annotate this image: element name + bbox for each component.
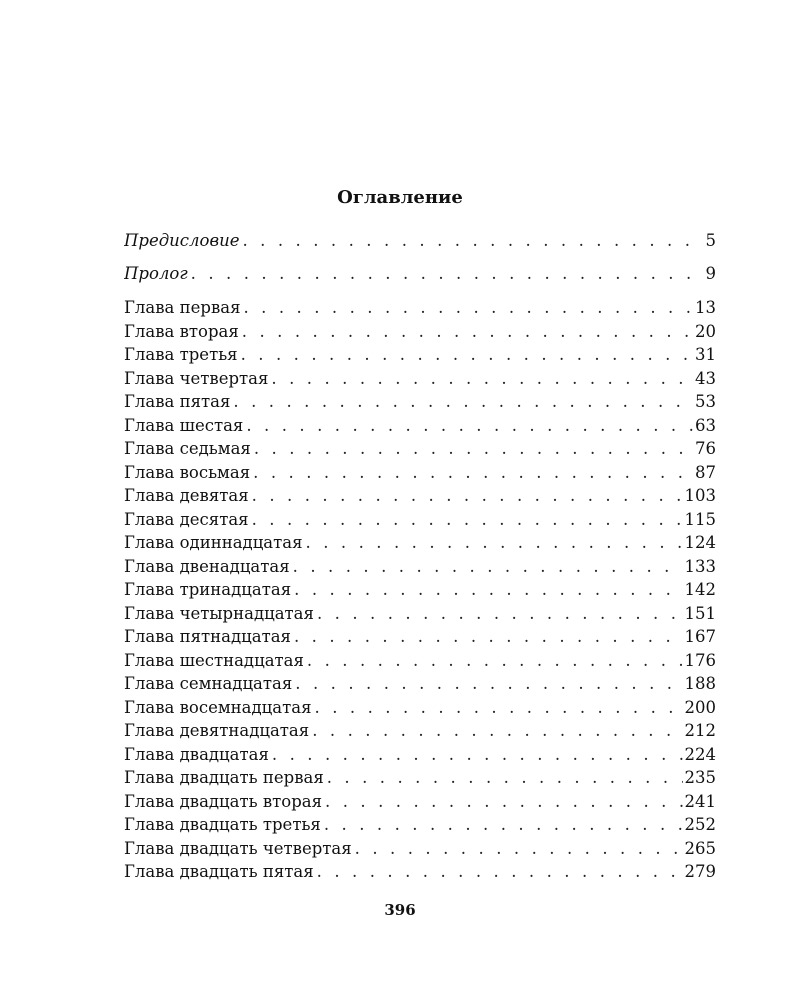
toc-entry-chapter[interactable] xyxy=(124,602,716,626)
dot-leader xyxy=(355,837,683,861)
toc-entry-page: 235 xyxy=(684,768,716,787)
dot-leader xyxy=(293,555,683,579)
toc-entry-title: Глава третья xyxy=(124,345,238,364)
toc-entry-page: 265 xyxy=(684,838,716,858)
toc-entry-title: Глава шестнадцатая xyxy=(124,650,304,670)
toc-entry-chapter[interactable] xyxy=(124,508,716,532)
page-title: Оглавление xyxy=(337,187,463,208)
dot-leader xyxy=(233,390,693,414)
dot-leader xyxy=(317,602,683,626)
toc-entry-page: 151 xyxy=(684,603,716,623)
dot-leader xyxy=(254,437,693,461)
toc-entry-page: 124 xyxy=(684,533,716,552)
toc-entry-title: Глава двадцать четвертая xyxy=(124,838,352,858)
toc-entry-page: 212 xyxy=(684,721,716,740)
toc-entry-page: 142 xyxy=(684,580,716,599)
toc-entry-chapter[interactable] xyxy=(124,296,716,320)
toc-entry-title: Глава первая xyxy=(124,298,241,317)
toc-entry-page: 76 xyxy=(695,439,716,458)
toc-entry-chapter[interactable] xyxy=(124,555,716,579)
toc-entry-chapter[interactable] xyxy=(124,578,716,602)
toc-entry-title: Глава восьмая xyxy=(124,462,251,482)
toc-entry-page: 43 xyxy=(695,368,716,388)
toc-entry-page: 133 xyxy=(684,556,716,576)
toc-entry-title: Пролог xyxy=(124,264,188,283)
toc-entry-chapter[interactable] xyxy=(124,837,716,861)
dot-leader xyxy=(252,508,683,532)
dot-leader xyxy=(271,367,693,391)
toc-entry-title: Глава десятая xyxy=(124,509,249,529)
dot-leader xyxy=(252,484,683,508)
toc-entry-chapter[interactable] xyxy=(124,860,716,884)
toc-entry-page: 176 xyxy=(684,650,716,670)
toc-entry-chapter[interactable] xyxy=(124,813,716,837)
toc-entry-chapter[interactable] xyxy=(124,696,716,720)
toc-entry-chapter[interactable] xyxy=(124,437,716,461)
dot-leader xyxy=(315,696,683,720)
dot-leader xyxy=(294,625,683,649)
toc-entry-title: Глава шестая xyxy=(124,415,244,435)
toc-entry-page: 9 xyxy=(705,264,716,283)
toc-entry-page: 167 xyxy=(684,627,716,646)
toc-entry-page: 200 xyxy=(684,697,716,717)
toc-entry-title: Глава четырнадцатая xyxy=(124,603,314,623)
dot-leader xyxy=(295,672,682,696)
toc-entry-page: 13 xyxy=(695,298,716,317)
toc-entry-prologue[interactable] xyxy=(124,262,716,295)
toc-entry-title: Глава вторая xyxy=(124,321,239,341)
toc-entry-title: Глава четвертая xyxy=(124,368,269,388)
toc-entry-page: 279 xyxy=(684,862,716,881)
toc-entry-chapter[interactable] xyxy=(124,343,716,367)
toc-entry-page: 31 xyxy=(695,345,716,364)
toc-entry-chapter[interactable] xyxy=(124,743,716,767)
toc-entry-title: Предисловие xyxy=(124,231,240,250)
toc-entry-chapter[interactable] xyxy=(124,719,716,743)
dot-leader xyxy=(327,766,683,790)
toc-entry-page: 252 xyxy=(684,815,716,834)
page-number: 396 xyxy=(384,901,416,919)
dot-leader xyxy=(324,813,683,837)
dot-leader xyxy=(241,343,693,367)
dot-leader xyxy=(294,578,682,602)
toc-entry-title: Глава девятнадцатая xyxy=(124,721,310,740)
dot-leader xyxy=(242,320,693,344)
dot-leader xyxy=(307,649,683,673)
toc-entry-page: 87 xyxy=(695,462,716,482)
toc-chapter-list xyxy=(124,296,716,884)
toc-entry-title: Глава двенадцатая xyxy=(124,556,290,576)
toc-entry-title: Глава двадцать третья xyxy=(124,815,321,834)
toc-entry-chapter[interactable] xyxy=(124,766,716,790)
toc-entry-page: 5 xyxy=(705,231,716,250)
toc-entry-title: Глава девятая xyxy=(124,486,249,505)
dot-leader xyxy=(325,790,682,814)
toc-entry-chapter[interactable] xyxy=(124,790,716,814)
dot-leader xyxy=(191,262,704,286)
dot-leader xyxy=(243,296,693,320)
toc-entry-title: Глава двадцать первая xyxy=(124,768,324,787)
toc-entry-page: 103 xyxy=(684,486,716,505)
toc-entry-chapter[interactable] xyxy=(124,672,716,696)
toc-entry-chapter[interactable] xyxy=(124,484,716,508)
toc-entry-page: 241 xyxy=(684,791,716,811)
toc-entry-title: Глава восемнадцатая xyxy=(124,697,312,717)
toc-entry-chapter[interactable] xyxy=(124,320,716,344)
toc-entry-title: Глава пятнадцатая xyxy=(124,627,291,646)
toc-entry-chapter[interactable] xyxy=(124,414,716,438)
toc-entry-title: Глава одиннадцатая xyxy=(124,533,303,552)
dot-leader xyxy=(242,229,703,253)
toc-entry-title: Глава пятая xyxy=(124,392,231,411)
dot-leader xyxy=(246,414,693,438)
dot-leader xyxy=(272,743,683,767)
toc-entry-title: Глава двадцатая xyxy=(124,744,269,764)
toc-entry-chapter[interactable] xyxy=(124,649,716,673)
dot-leader xyxy=(312,719,682,743)
toc-entry-page: 188 xyxy=(684,674,716,693)
toc-entry-title: Глава двадцать вторая xyxy=(124,791,323,811)
toc-entry-chapter[interactable] xyxy=(124,531,716,555)
toc-front-matter xyxy=(124,229,716,295)
toc-entry-preface[interactable] xyxy=(124,229,716,262)
toc-entry-title: Глава седьмая xyxy=(124,439,251,458)
dot-leader xyxy=(253,461,693,485)
dot-leader xyxy=(306,531,683,555)
toc-entry-chapter[interactable] xyxy=(124,461,716,485)
toc-entry-title: Глава семнадцатая xyxy=(124,674,293,693)
toc-entry-page: 20 xyxy=(695,321,716,341)
toc-entry-page: 115 xyxy=(684,509,716,529)
toc-entry-chapter[interactable] xyxy=(124,625,716,649)
toc-entry-chapter[interactable] xyxy=(124,390,716,414)
toc-entry-page: 224 xyxy=(684,744,716,764)
toc-entry-title: Глава двадцать пятая xyxy=(124,862,314,881)
toc-entry-chapter[interactable] xyxy=(124,367,716,391)
toc-entry-page: 53 xyxy=(695,392,716,411)
toc-entry-title: Глава тринадцатая xyxy=(124,580,292,599)
toc-entry-page: 63 xyxy=(695,415,716,435)
dot-leader xyxy=(317,860,683,884)
